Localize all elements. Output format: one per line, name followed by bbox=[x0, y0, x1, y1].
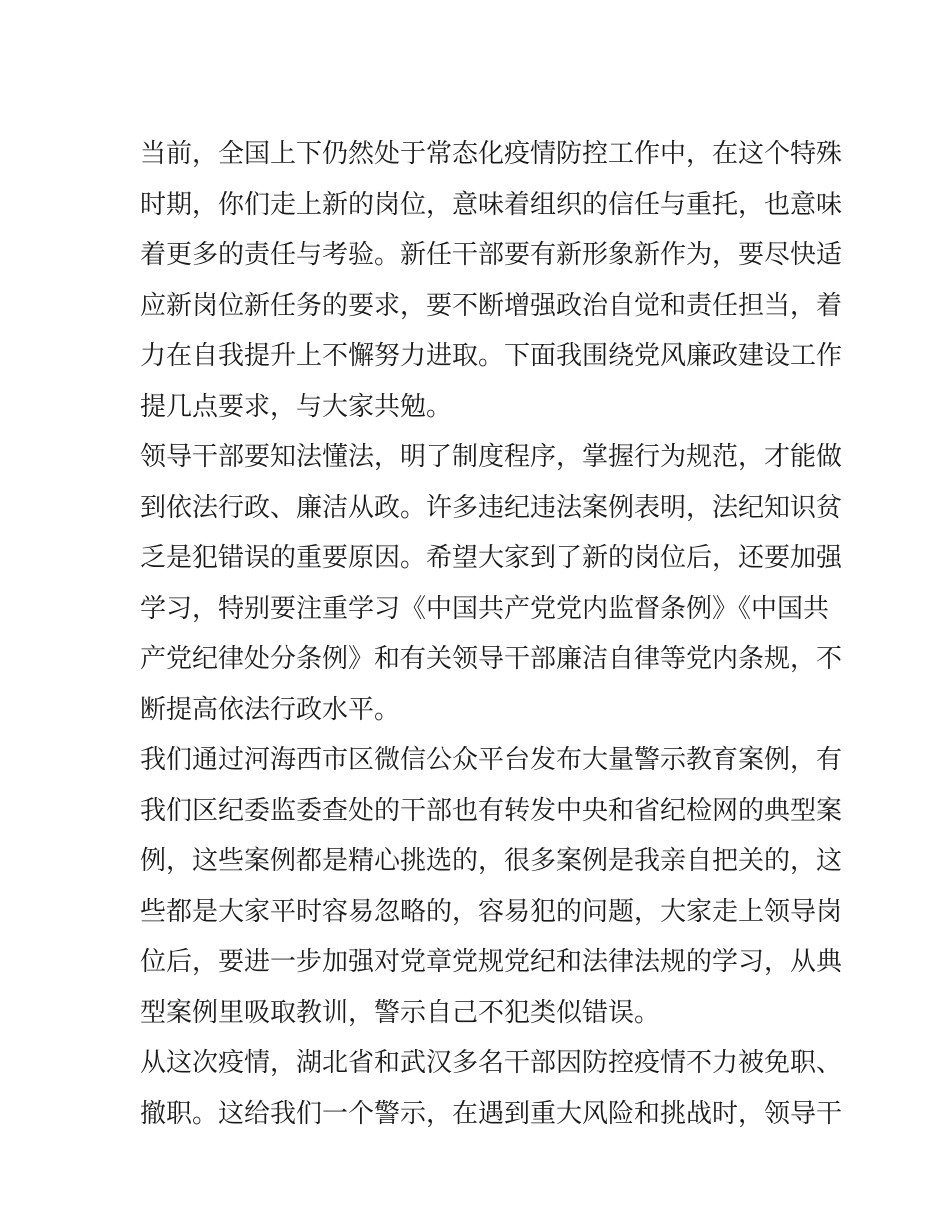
text-line: 时期，你们走上新的岗位，意味着组织的信任与重托，也意味 bbox=[140, 189, 843, 220]
text-line: 我们区纪委监委查处的干部也有转发中央和省纪检网的典型案 bbox=[140, 795, 843, 826]
text-line: 乏是犯错误的重要原因。希望大家到了新的岗位后，还要加强 bbox=[140, 543, 843, 573]
text-line: 撤职。这给我们一个警示，在遇到重大风险和挑战时，领导干 bbox=[140, 1098, 843, 1129]
text-line: 领导干部要知法懂法，明了制度程序，掌握行为规范，才能做 bbox=[140, 442, 843, 472]
document-page bbox=[140, 129, 843, 1139]
text-line: 力在自我提升上不懈努力进取。下面我围绕党风廉政建设工作 bbox=[140, 341, 843, 371]
paragraph-1 bbox=[140, 129, 843, 432]
text-line: 当前，全国上下仍然处于常态化疫情防控工作中，在这个特殊 bbox=[140, 139, 843, 169]
text-line: 提几点要求，与大家共勉。 bbox=[140, 391, 453, 422]
text-line: 应新岗位新任务的要求，要不断增强政治自觉和责任担当，着 bbox=[140, 290, 843, 321]
text-line: 学习，特别要注重学习《中国共产党党内监督条例》《中国共 bbox=[140, 593, 830, 624]
paragraph-2 bbox=[140, 432, 843, 735]
text-line: 着更多的责任与考验。新任干部要有新形象新作为，要尽快适 bbox=[140, 240, 843, 270]
text-line: 位后，要进一步加强对党章党规党纪和法律法规的学习，从典 bbox=[140, 947, 843, 977]
paragraph-3 bbox=[140, 735, 843, 1038]
text-line: 我们通过河海西市区微信公众平台发布大量警示教育案例，有 bbox=[140, 745, 843, 775]
text-line: 产党纪律处分条例》和有关领导干部廉洁自律等党内条规，不 bbox=[140, 644, 843, 674]
text-line: 例，这些案例都是精心挑选的，很多案例是我亲自把关的，这 bbox=[140, 846, 843, 876]
text-line: 些都是大家平时容易忽略的，容易犯的问题，大家走上领导岗 bbox=[140, 896, 843, 927]
text-line: 断提高依法行政水平。 bbox=[140, 694, 401, 725]
text-line: 从这次疫情，湖北省和武汉多名干部因防控疫情不力被免职、 bbox=[140, 1048, 843, 1078]
text-line: 型案例里吸取教训，警示自己不犯类似错误。 bbox=[140, 997, 661, 1028]
paragraph-4 bbox=[140, 1038, 843, 1139]
text-line: 到依法行政、廉洁从政。许多违纪违法案例表明，法纪知识贫 bbox=[140, 492, 843, 523]
